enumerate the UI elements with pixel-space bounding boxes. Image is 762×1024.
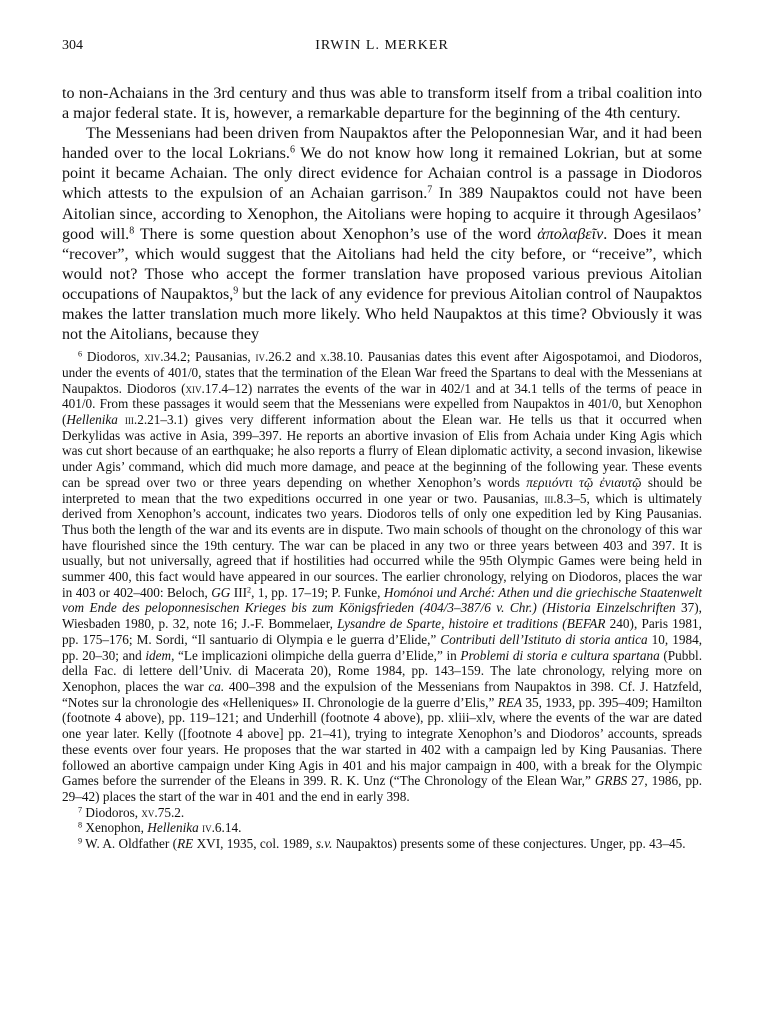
footnote [62,349,702,804]
text-run: to non-Achaians in the 3rd century and thus was able to transform itself from a tribal coalition into a major federal state. It is, however, a remarkable departure for the beginning of the 4th century. [62,85,702,123]
footnotes [62,349,702,852]
text-run [118,412,125,427]
text-run: .6.14. [211,820,242,836]
small-caps-text: x [320,349,327,365]
italic-text: Hellenika [147,820,199,836]
italic-text: Lysandre de Sparte, histoire et traditions (BEFAR [337,616,606,632]
italic-text: GG [211,584,231,600]
text-run: 37), Wiesbaden 1980, p. 32, note 16; J.-F. Bommelaer, [62,600,702,632]
small-caps-text: iv [255,349,265,365]
main-text [62,84,702,345]
italic-text: GRBS [594,773,628,789]
note-ref: 8 [129,225,135,237]
text-run: (Pubbl. della Fac. di lettere dell’Univ. di Macerata 20), Rome 1984, pp. 143–159. The late chronology, relying more on Xenophon, places the war [62,647,703,694]
footnote [62,836,702,852]
italic-text: Contributi dell’Istituto di storia antica [440,631,648,647]
footnote [62,805,702,821]
small-caps-text: xiv [185,380,202,396]
small-caps-text: iii [124,412,134,428]
note-ref: 9 [233,285,239,297]
italic-text: Hellenika [66,412,118,428]
text-run: .26.2 and [264,349,321,365]
italic-text: s.v. [315,836,333,852]
small-caps-text: xiv [144,349,161,365]
body-paragraph [62,84,702,124]
running-head: IRWIN L. MERKER [315,38,449,53]
note-ref: 6 [289,144,295,156]
body-paragraph [62,124,702,345]
small-caps-text: iii [544,490,554,506]
text-run: Diodoros, [82,804,142,820]
text-run: 27, 1986, pp. 29–42) places the start of the war in 401 and the end in early 398. [62,773,703,804]
text-run: Xenophon, [82,820,148,836]
text-run: .17.4–12) narrates the events of the war in 402/1 and at 34.1 tells of the terms of peace in 401/0. From these passages it would seem that the Messenians were expelled from Naupaktos in 401/0, but Xenophon ( [62,380,702,428]
text-run: There is some question about Xenophon’s use of the word [134,225,538,243]
text-run: but the lack of any evidence for previous Aitolian control of Naupaktos makes the latter translation much more likely. Who held Naupaktos at this time? Obviously it was not the Aitolians, because they [62,285,702,344]
text-run: , 1, pp. 17–19; P. Funke, [251,584,384,600]
italic-text: ἀπολαβεῖν [537,225,604,243]
text-run: .34.2; Pausanias, [160,349,256,365]
text-run: III [230,584,248,600]
page [62,38,702,852]
text-run: XVI, 1935, col. 1989, [193,836,316,852]
text-run: 10, 1984, pp. 20–30; and [62,631,703,663]
text-run: Diodoros, [82,349,145,365]
note-ref: 6 [78,349,83,359]
italic-text: RE [177,836,194,852]
italic-text: περιιόντι τῷ ἐνιαυτῷ [526,474,642,490]
text-run: , “Le implicazioni olimpiche della guerra d’Elide,” in [171,647,461,663]
note-ref: 8 [78,820,83,830]
italic-text: Problemi di storia e cultura spartana [460,647,660,663]
text-run: W. A. Oldfather ( [82,836,178,852]
italic-text: ca. [208,678,225,694]
text-run: 400–398 and the expulsion of the Messenians from Naupaktos in 398. Cf. J. Hatzfeld, “Notes sur la chronologie des «Helleniques» II. Chronologie de la guerre d’Elis,” [62,678,702,710]
italic-text: REA [497,694,523,710]
text-run: 240), Paris 1981, pp. 175–176; M. Sordi, “Il santuario di Olympia e le guerra d’Elide,” [62,616,702,647]
text-run: 35, 1933, pp. 395–409; Hamilton (footnote 4 above), pp. 119–121; and Underhill (footnote 4 above), pp. xliii–xlv, where the events of the war are dated one year later. Kelly ([footnote 4 above] pp. 21–41), trying to integrate Xenophon’s and Diodoros’ accounts, spreads these events over four years. He proposes that the war started in 402 with a campaign led by King Pausanias. There followed an abortive campaign under King Agis in 401 and his major campaign in 400, with a break for the Olympic Games before the surrender of the Eleans in 399. R. K. Unz (“The Chronology of the Elean War,” [62,694,703,789]
note-ref: 2 [247,585,252,595]
small-caps-text: iv [202,820,212,836]
text-run: .38.10. Pausanias dates this event after Aigospotamoi, and Diodoros, under the events of 401/0, states that the termination of the Elean War freed the Spartans to deal with the Messenians at Naupaktos. Diodoros ( [62,349,703,396]
text-run: . Does it mean “recover”, which would suggest that the Aitolians had held the city before, or “receive”, which would not? Those who accept the former translation have proposed various previous Aitolian occupations of Naupaktos, [62,225,702,303]
text-run: The Messenians had been driven from Naupaktos after the Peloponnesian War, and it had been handed over to the local Lokrians. [62,125,702,163]
page-number: 304 [62,38,83,53]
text-run: We do not know how long it remained Lokrian, but at some point it became Achaian. The only direct evidence for Achaian control is a passage in Diodoros which attests to the expulsion of an Achaian garrison. [62,145,702,203]
note-ref: 7 [78,805,83,815]
text-run: should be interpreted to mean that the two expeditions occurred in one year or two. Pausanias, [62,474,702,506]
text-run: .75.2. [154,804,185,820]
text-run: .8.3–5, which is ultimately derived from Xenophon’s account, indicates two years. Diodoros tells of only one expedition led by King Pausanias. Thus both the length of the war and its events are in dispute. Two main schools of thought on the chronology of this war have flourished since the 19th century. The war can be placed in any two or three years between 403 and 397. It is usually, but not universally, agreed that if hostilities had occurred while the 95th Olympic Games were being held in summer 400, this fact would have appeared in our sources. The earlier chronology, relying on Diodoros, places the war in 403 or 402–400: Beloch, [62,490,702,600]
italic-text: Homónoi und Arché: Athen und die griechische Staatenwelt vom Ende des peloponnesischen Krieges bis zum Königsfrieden (404/3–387/6 v. Chr.) (Historia Einzelschriften [62,584,702,616]
text-run: In 389 Naupaktos could not have been Aitolian since, according to Xenophon, the Aitolians were hoping to acquire it through Agesilaos’ good will. [62,185,703,243]
note-ref: 9 [78,836,83,846]
page-header [62,38,702,62]
text-run: Naupaktos) presents some of these conjectures. Unger, pp. 43–45. [332,836,686,852]
italic-text: idem [145,647,172,663]
footnote [62,820,702,836]
small-caps-text: xv [141,804,155,820]
note-ref: 7 [427,184,433,196]
text-run: .2.21–3.1) gives very different information about the Elean war. He tells us that it occurred when Derkylidas was active in Asia, 399–397. He reports an abortive invasion of Elis from Achaia under King Agis which was cut short because of an earthquake; he also reports a flurry of Elean diplomatic activity, a second invasion, likewise under Agis’ command, which did much more damage, and peace at the beginning of the following year. These events can be spread over two or three years depending on whether Xenophon’s words [62,412,702,490]
